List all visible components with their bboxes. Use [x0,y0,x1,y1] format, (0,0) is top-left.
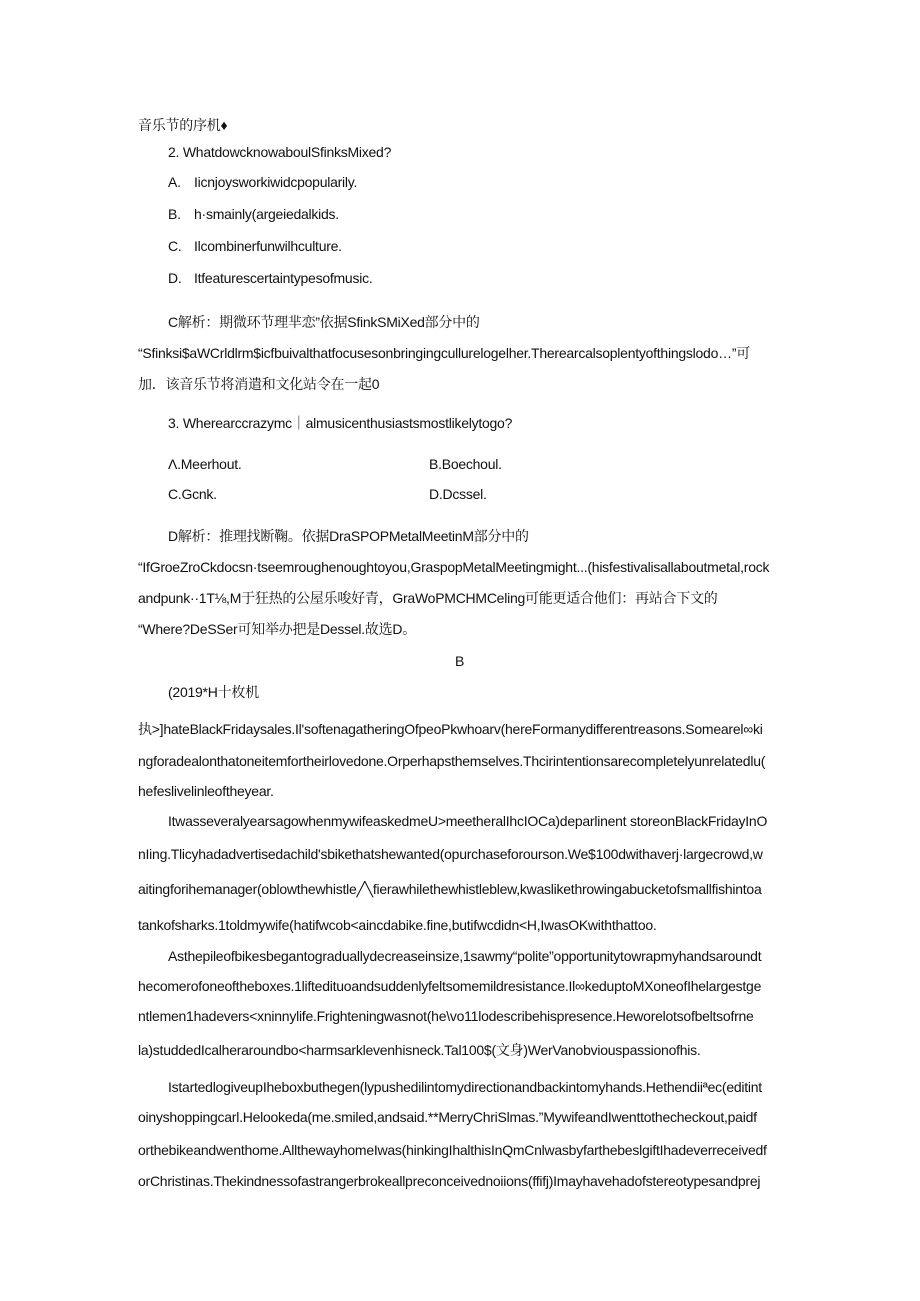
q3-option-d [429,485,487,503]
option-text: Meerhout. [180,456,242,472]
passage-line: la)studdedIcalheraroundbo<harmsarklevenhisneck.Tal100$(文身)WerVanobviouspassionofhis. [138,1042,701,1058]
q3-analysis-line: “IfGroeZroCkdocsn·tseemroughenoughtoyou,GraspopMetalMeetingmight...(hisfestivalisallaboutmetal,rock [138,559,770,575]
q3-analysis-line: “Where?DeSSer可知举办把是Dessel.故选D。 [138,621,416,637]
option-letter: C. [168,486,182,502]
option-letter: B. [168,206,181,222]
q3-option-c [168,485,217,503]
q3-stem: 3. Wherearccrazymc｜almusicenthusiastsmostlikelytogo? [168,415,513,431]
q2-analysis-line: C解析：期微环节理芈恋”依据SfinkSMiXed部分中的 [168,314,480,330]
option-text: h·smainly(argeiedalkids. [194,206,339,222]
option-letter: D. [168,270,182,286]
passage-line: aitingforihemanager(oblowthewhistle╱╲fierawhilethewhistleblew,kwaslikethrowingabucketofsmallfishintoa [138,881,762,897]
q3-option-a [168,455,242,473]
q2-option-c [168,237,342,255]
passage-line: nIing.Tlicyhadadvertisedachild'sbikethatshewanted(opurchaseforourson.We$100dwithaverj·largecrowd,w [138,846,763,862]
passage-line: hecomerofoneoftheboxes.1liftedituoandsuddenlyfeltsomemildresistance.Il∞keduptoMXoneofIhelargestge [138,978,762,994]
option-text: Ilcombinerfunwilhculture. [194,238,342,254]
passage-line: Asthepileofbikesbegantograduallydecreaseinsize,1sawmy“polite”opportunitytowrapmyhandsaroundt [168,948,762,964]
q2-option-d [168,269,372,287]
passage-line: tankofsharks.1toldmywife(hatifwcob<aincdabike.fine,butifwcdidn<H,IwasOKwiththattoo. [138,917,657,933]
option-text: Gcnk. [181,486,217,502]
q2-stem: 2. WhatdowcknowaboulSfinksMixed? [168,144,392,160]
passage-line: orChristinas.Thekindnessofastrangerbrokeallpreconceivednoiions(ffifj)Imayhavehadofstereotypesandprej [138,1173,761,1189]
option-letter: Λ. [168,456,181,472]
passage-line: hefeslivelinleoftheyear. [138,783,274,799]
q2-analysis-line: “Sfinksi$aWCrldlrm$icfbuivalthatfocusesonbringingcullurelogelher.Therearcalsoplentyofthingslodo…”可 [138,345,751,361]
passage-line: ngforadealonthatoneitemfortheirlovedone.Orperhapsthemselves.Thcirintentionsarecompletelyunrelatedlu( [138,753,766,769]
option-text: Iicnjoysworkiwidcpopularily. [194,174,358,190]
option-letter: D. [429,486,443,502]
passage-line: ntlemen1hadevers<xninnylife.Frighteningwasnot(he\vo11lodescribehispresence.Heworelotsofbeltsofrne [138,1008,754,1024]
passage-line: orthebikeandwenthome.AllthewayhomeIwas(hinkingIhalthisInQmCnlwasbyfarthebeslgiftIhadeverreceivedf [138,1142,767,1158]
option-text: Itfeaturescertaintypesofmusic. [194,270,373,286]
option-text: Boechoul. [441,456,502,472]
passage-line: oinyshoppingcarl.Helookeda(me.smiled,andsaid.**MerryChriSlmas.”MywifeandIwenttothecheckout,paidf [138,1109,757,1125]
option-letter: A. [168,174,181,190]
option-text: Dcssel. [442,486,487,502]
q1-answer-tail: 音乐节的序机♦ [138,117,228,133]
passage-line: IstartedlogiveupIheboxbuthegen(lypushedilintomydirectionandbackintomyhands.Hethendiiªec(editint [168,1079,762,1095]
q3-analysis-line: andpunk··1T⅛,M于狂热的公屋乐唆好青，GraWoPMCHMCeling可能更适合他们：再站合下文的 [138,590,718,606]
option-letter: C. [168,238,182,254]
q2-option-b [168,205,339,223]
q2-analysis-line: 加．该音乐节将消遣和文化站令在一起0 [138,376,380,392]
section-label: B [455,653,465,669]
option-letter: B. [429,456,442,472]
passage-source: (2019*H十枚机 [168,684,259,700]
q3-analysis-line: D解析：推理找断鞠。依据DraSPOPMetalMeetinM部分中的 [168,528,529,544]
q3-option-b [429,455,502,473]
passage-line: ItwasseveralyearsagowhenmywifeaskedmeU>meetheralIhcIOCa)deparlinent storeonBlackFridayInO [168,813,768,829]
q2-option-a [168,173,357,191]
passage-line: 执>]hateBlackFridaysales.Il'softenagatheringOfpeoPkwhoarv(hereFormanydifferentreasons.Somearel∞ki [138,721,763,737]
